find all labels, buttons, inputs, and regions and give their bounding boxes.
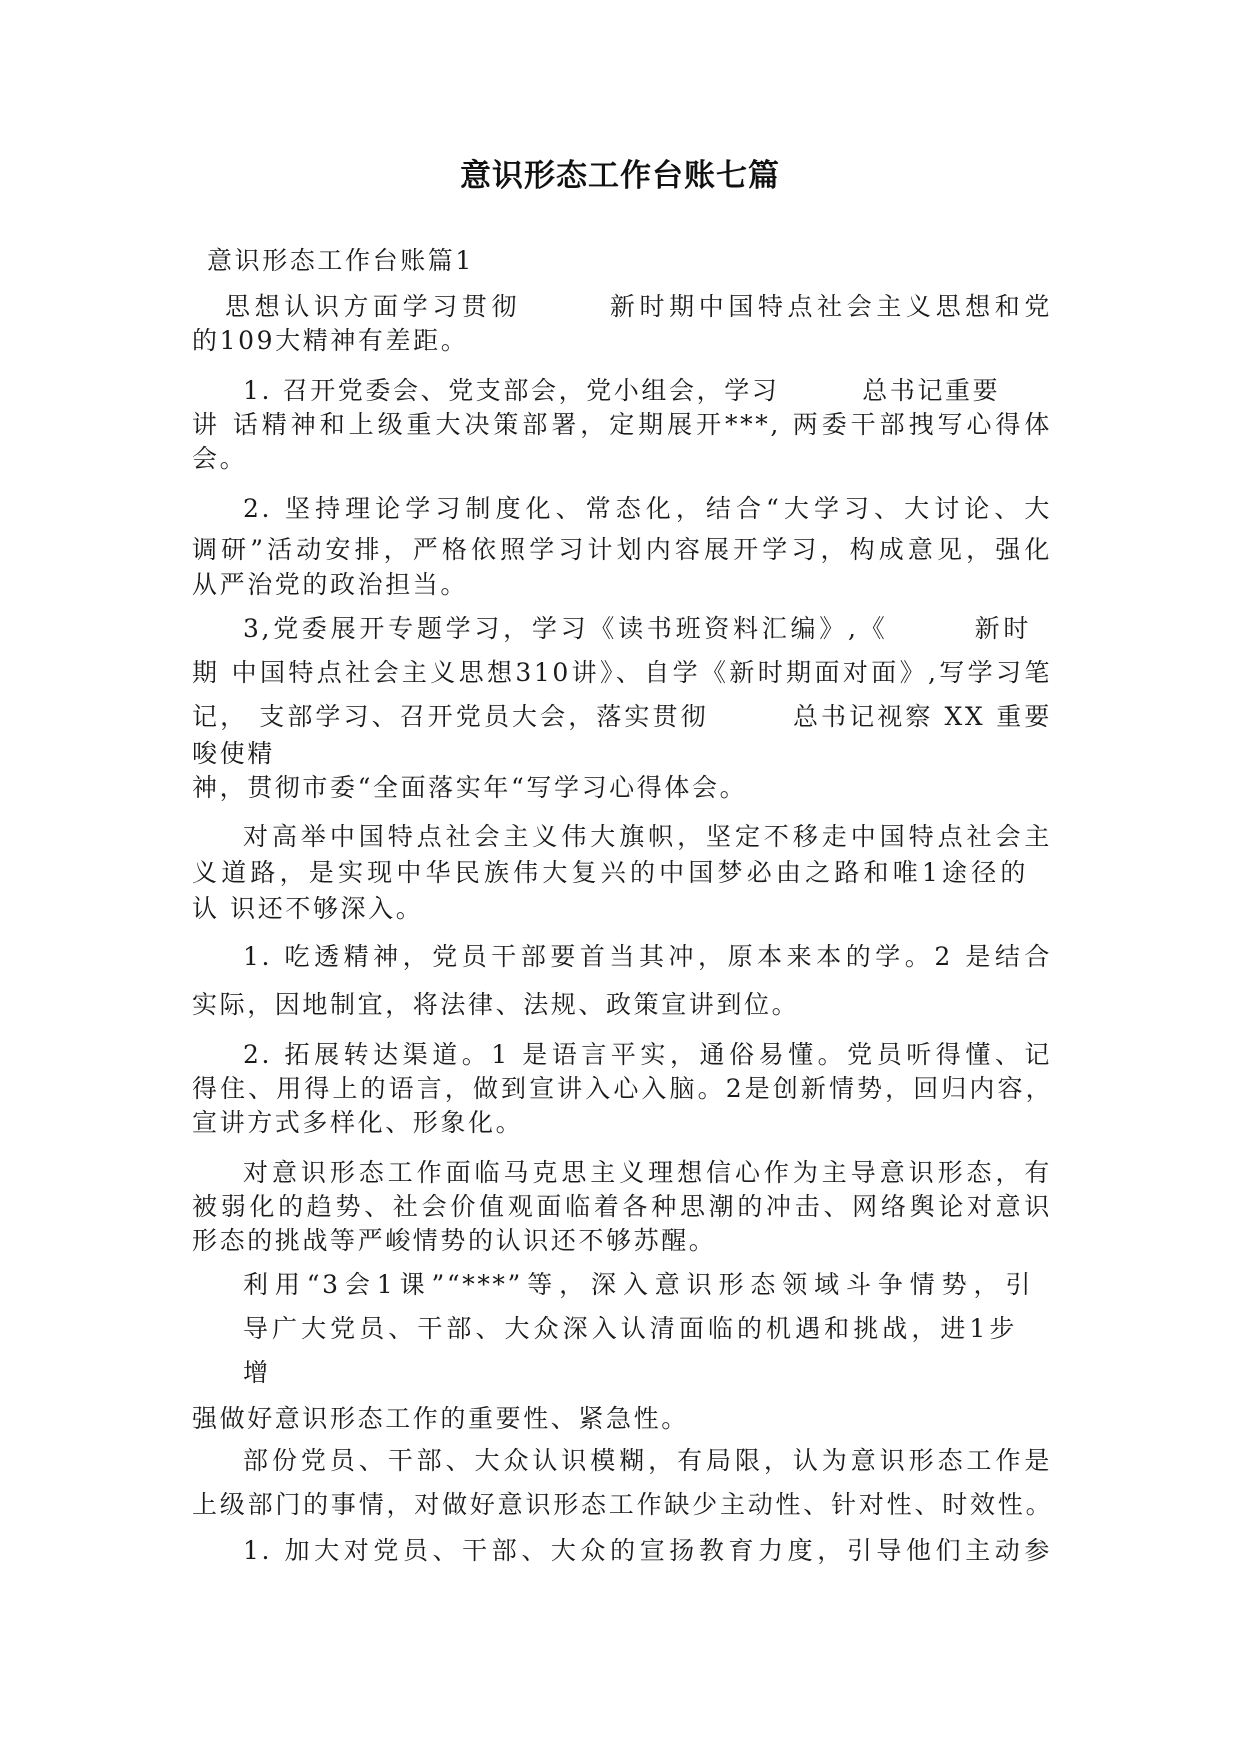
text-line: 宣讲方式多样化、形象化。 — [192, 1108, 524, 1137]
text-line: 得住、用得上的语言，做到宣讲入心入脑。2是创新情势，回归内容， — [192, 1074, 1052, 1103]
text-line: 被弱化的趋势、社会价值观面临着各种思潮的冲击、网络舆论对意识 — [192, 1192, 1052, 1221]
text-line: 唆使精 — [192, 739, 275, 768]
text-line: 义道路，是实现中华民族伟大复兴的中国梦必由之路和唯1途径的 — [192, 858, 1028, 887]
document-title: 意识形态工作台账七篇 — [460, 158, 780, 194]
text-line: 利用“3会1课”“***”等，深入意识形态领域斗争情势，引 — [243, 1270, 1033, 1299]
text-line: 1. 加大对党员、干部、大众的宣扬教育力度，引导他们主动参 — [243, 1536, 1052, 1565]
text-line: 1. 吃透精神，党员干部要首当其冲，原本来本的学。2 是结合 — [243, 942, 1052, 971]
text-line: 3,党委展开专题学习，学习《读书班资料汇编》,《 新时 — [243, 614, 1031, 643]
text-line: 认 识还不够深入。 — [192, 894, 424, 923]
text-line: 强做好意识形态工作的重要性、紧急性。 — [192, 1404, 689, 1433]
text-line: 导广大党员、干部、大众深入认清面临的机遇和挑战，进1步 — [243, 1314, 1017, 1343]
text-line: 讲 话精神和上级重大决策部署，定期展开***, 两委干部拽写心得体 — [192, 410, 1052, 439]
text-line: 形态的挑战等严峻情势的认识还不够苏醒。 — [192, 1226, 717, 1255]
text-line: 的109大精神有差距。 — [192, 326, 469, 355]
text-line: 意识形态工作台账篇1 — [207, 246, 474, 275]
text-line: 思想认识方面学习贯彻 新时期中国特点社会主义思想和党 — [225, 292, 1052, 321]
text-line: 记， 支部学习、召开党员大会，落实贯彻 总书记视察 XX 重要 — [192, 702, 1052, 731]
text-line: 增 — [243, 1358, 271, 1387]
text-line: 实际，因地制宜，将法律、法规、政策宣讲到位。 — [192, 990, 800, 1019]
text-line: 对高举中国特点社会主义伟大旗帜，坚定不移走中国特点社会主 — [243, 822, 1052, 851]
text-line: 期 中国特点社会主义思想310讲》、自学《新时期面对面》,写学习笔 — [192, 658, 1052, 687]
text-line: 神，贯彻市委“全面落实年“写学习心得体会。 — [192, 773, 748, 802]
text-line: 2. 拓展转达渠道。1 是语言平实，通俗易懂。党员听得懂、记 — [243, 1040, 1052, 1069]
text-line: 对意识形态工作面临马克思主义理想信心作为主导意识形态，有 — [243, 1158, 1052, 1187]
text-line: 2. 坚持理论学习制度化、常态化，结合“大学习、大讨论、大 — [243, 494, 1052, 523]
text-line: 调研”活动安排，严格依照学习计划内容展开学习，构成意见，强化 — [192, 535, 1052, 564]
text-line: 1. 召开党委会、党支部会，党小组会，学习 总书记重要 — [243, 376, 1001, 405]
text-line: 从严治党的政治担当。 — [192, 570, 469, 599]
text-line: 部份党员、干部、大众认识模糊，有局限，认为意识形态工作是 — [243, 1446, 1052, 1475]
text-line: 上级部门的事情，对做好意识形态工作缺少主动性、针对性、时效性。 — [192, 1490, 1052, 1519]
text-line: 会。 — [192, 444, 248, 473]
